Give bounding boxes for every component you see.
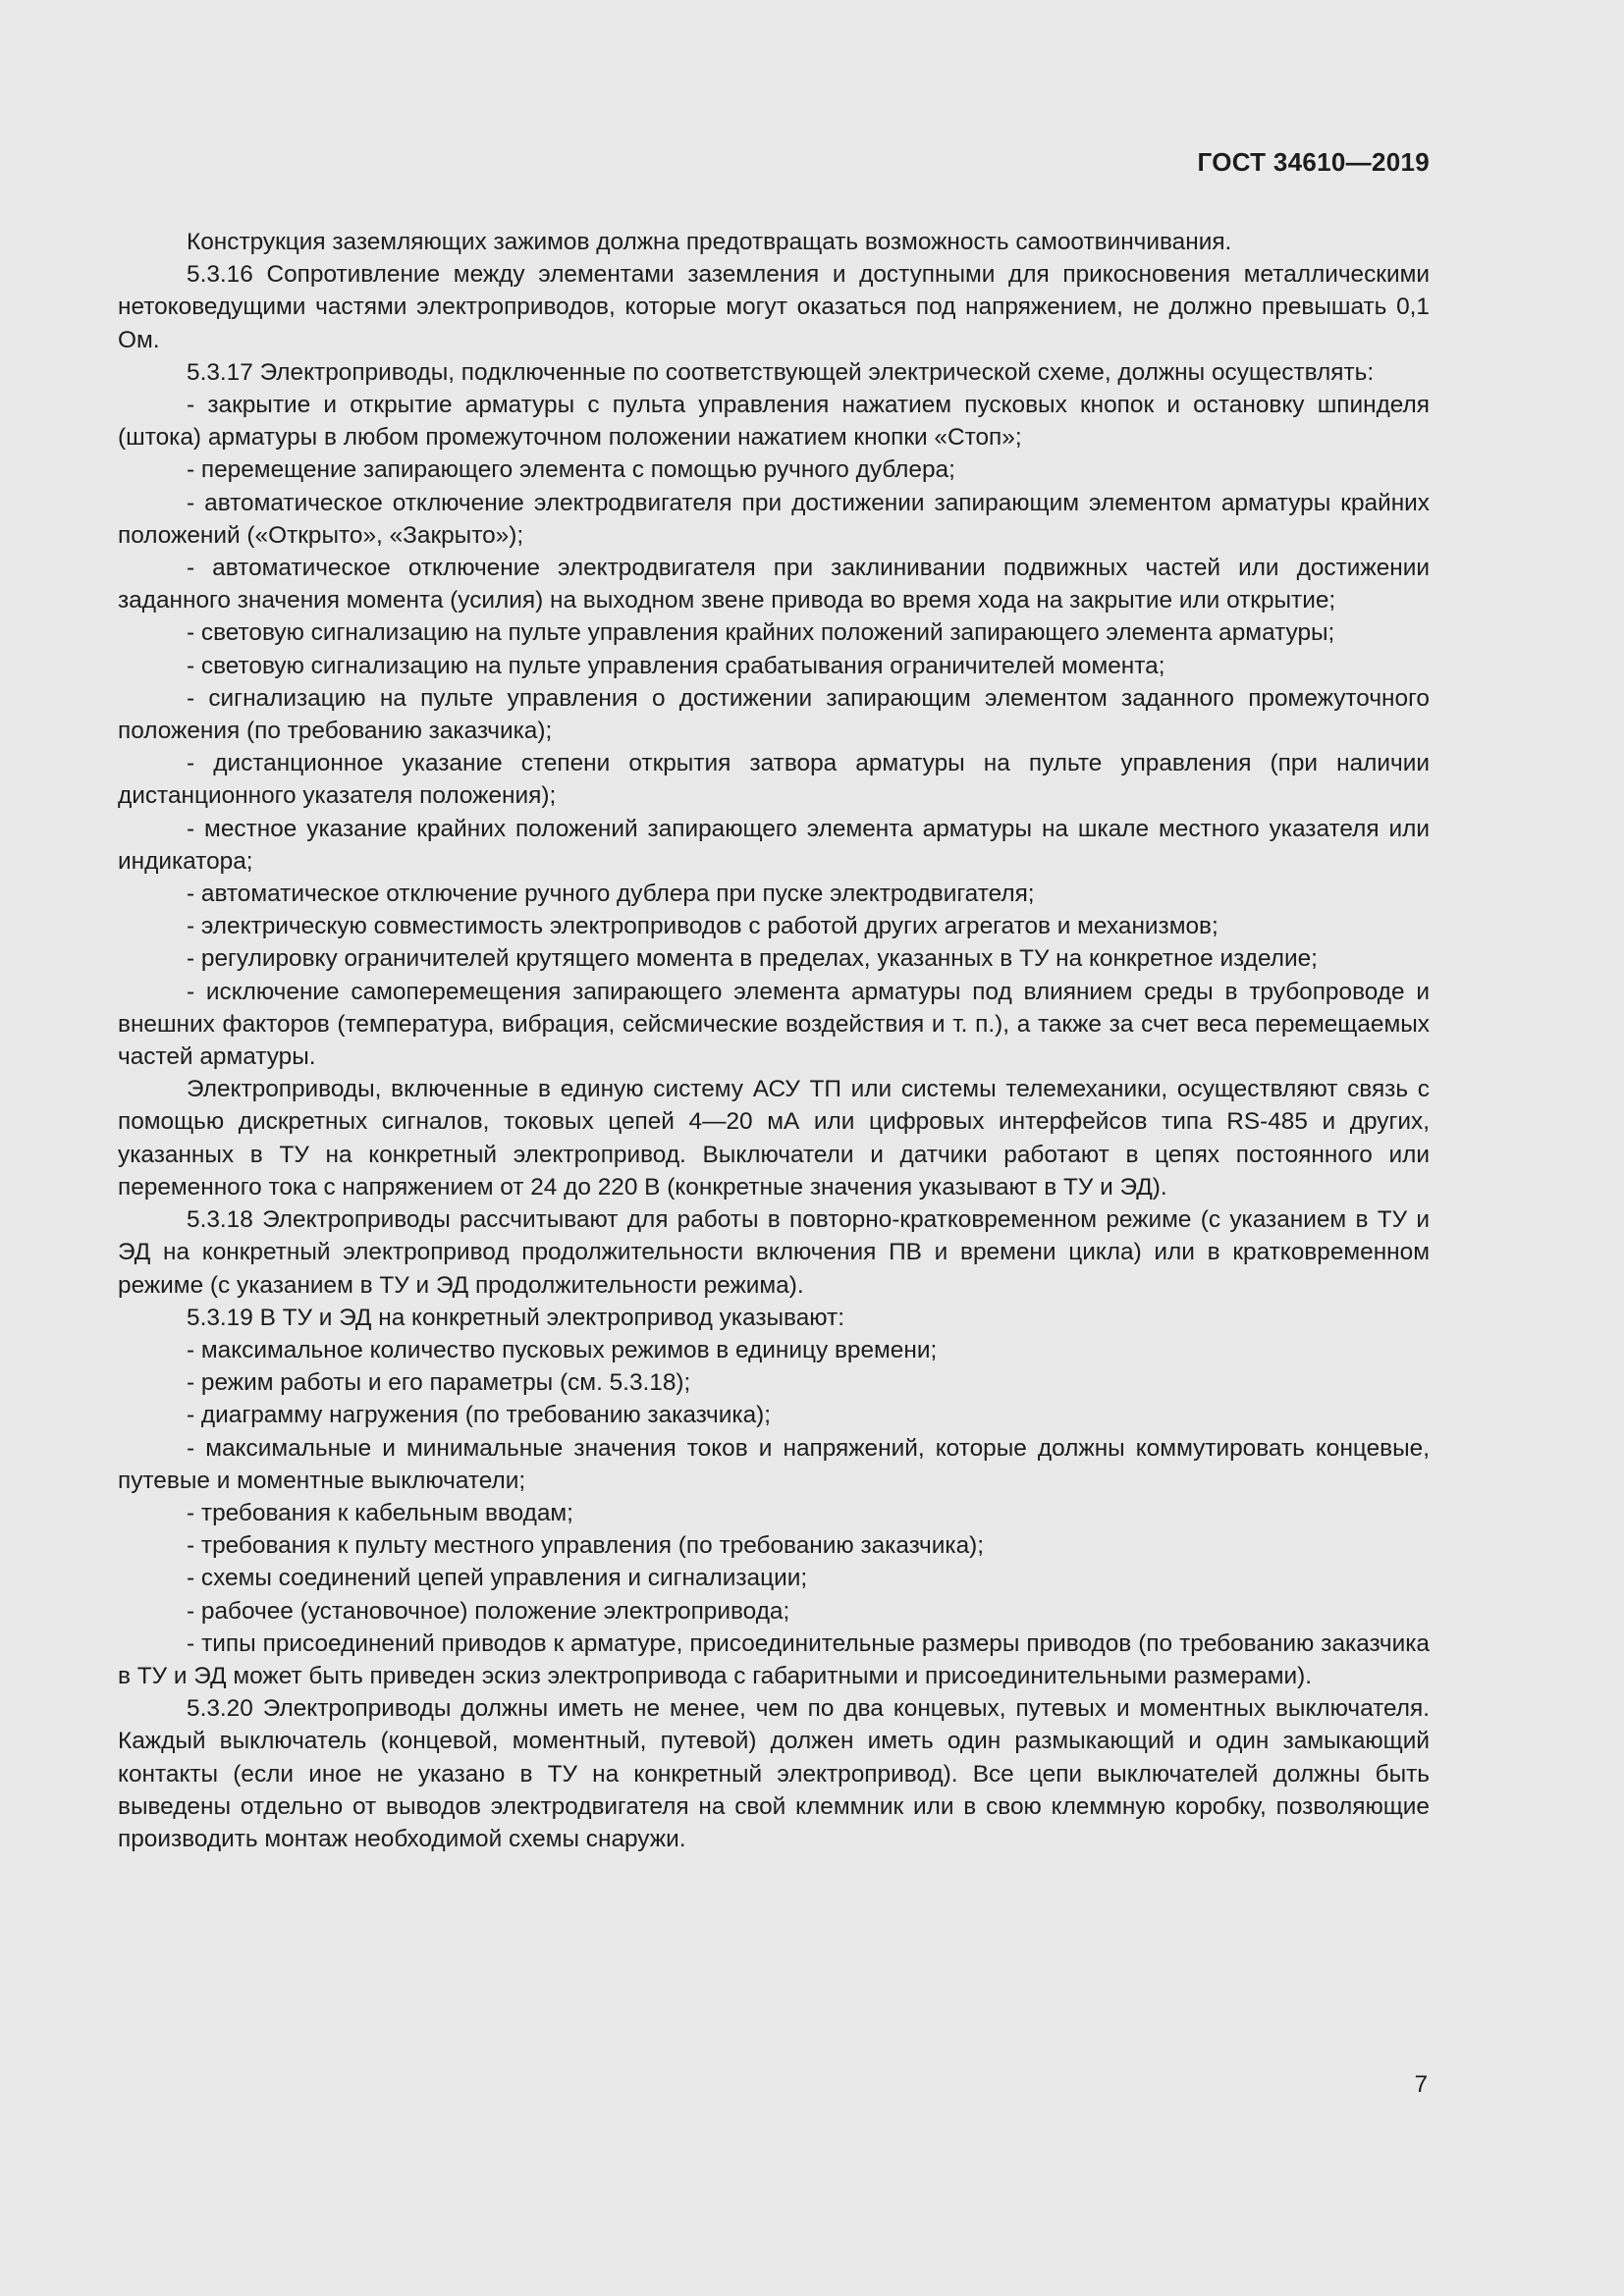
paragraph: Конструкция заземляющих зажимов должна предотвращать возможность самоотвинчивания. <box>187 229 1232 255</box>
clause-5-3-17: 5.3.17 Электроприводы, подключенные по соответствующей электрической схеме, должны осуществлять: <box>187 358 1375 386</box>
list-item: - сигнализацию на пульте управления о достижении запирающим элементом заданного промежуточного положения (по требованию заказчика); <box>118 684 1430 745</box>
list-item: - автоматическое отключение ручного дублера при пуске электродвигателя; <box>187 881 1035 908</box>
list-item: - рабочее (установочное) положение электропривода; <box>187 1597 790 1625</box>
list-item: - типы присоединений приводов к арматуре, присоединительные размеры приводов (по требованию заказчика в ТУ и ЭД может быть приведен эскиз электропривода с габаритными и присоединительными размерами). <box>118 1629 1430 1689</box>
list-item: - автоматическое отключение электродвигателя при заклинивании подвижных частей или достижении заданного значения момента (усилия) на выходном звене привода во время хода на закрытие или открытие; <box>118 555 1430 614</box>
page-number: 7 <box>1414 2071 1428 2098</box>
list-item: - максимальные и минимальные значения токов и напряжений, которые должны коммутировать концевые, путевые и моментные выключатели; <box>118 1434 1430 1494</box>
clause-5-3-18: 5.3.18 Электроприводы рассчитывают для работы в повторно-кратковременном режиме (с указанием в ТУ и ЭД на конкретный электропривод продолжительности включения ПВ и времени цикла) или в кратковременном режиме (с указанием в ТУ и ЭД продолжительности режима). <box>118 1206 1430 1299</box>
clause-5-3-19: 5.3.19 В ТУ и ЭД на конкретный электропривод указывают: <box>187 1304 845 1331</box>
list-item: - регулировку ограничителей крутящего момента в пределах, указанных в ТУ на конкретное изделие; <box>187 945 1318 973</box>
list-item: - режим работы и его параметры (см. 5.3.18); <box>187 1369 691 1397</box>
list-item: - диаграмму нагружения (по требованию заказчика); <box>187 1402 772 1429</box>
clause-5-3-16: 5.3.16 Сопротивление между элементами заземления и доступными для прикосновения металлическими нетоковедущими частями электроприводов, которые могут оказаться под напряжением, не должно превышать 0,1 Ом. <box>118 261 1430 353</box>
paragraph: Электроприводы, включенные в единую систему АСУ ТП или системы телемеханики, осуществляют связь с помощью дискретных сигналов, токовых цепей 4—20 мА или цифровых интерфейсов типа RS-485 и других, указанных в ТУ на конкретный электропривод. Выключатели и датчики работают в цепях постоянного или переменного тока с напряжением от 24 до 220 В (конкретные значения указывают в ТУ и ЭД). <box>118 1076 1430 1201</box>
list-item: - перемещение запирающего элемента с помощью ручного дублера; <box>187 456 955 484</box>
list-item: - максимальное количество пусковых режимов в единицу времени; <box>187 1336 938 1363</box>
document-designation: ГОСТ 34610—2019 <box>1197 147 1430 177</box>
document-body <box>118 226 1430 1855</box>
list-item: - дистанционное указание степени открытия затвора арматуры на пульте управления (при наличии дистанционного указателя положения); <box>118 750 1430 810</box>
list-item: - исключение самоперемещения запирающего элемента арматуры под влиянием среды в трубопроводе и внешних факторов (температура, вибрация, сейсмические воздействия и т. п.), а также за счет веса перемещаемых частей арматуры. <box>118 978 1430 1071</box>
clause-5-3-20: 5.3.20 Электроприводы должны иметь не менее, чем по два концевых, путевых и моментных выключателя. Каждый выключатель (концевой, моментный, путевой) должен иметь один размыкающий и один замыкающий контакты (если иное не указано в ТУ на конкретный электропривод). Все цепи выключателей должны быть выведены отдельно от выводов электродвигателя на свой клеммник или в свою клеммную коробку, позволяющие производить монтаж необходимой схемы снаружи. <box>118 1695 1430 1852</box>
list-item: - требования к кабельным вводам; <box>187 1499 573 1526</box>
list-item: - автоматическое отключение электродвигателя при достижении запирающим элементом арматуры крайних положений («Открыто», «Закрыто»); <box>118 489 1430 549</box>
list-item: - местное указание крайних положений запирающего элемента арматуры на шкале местного указателя или индикатора; <box>118 815 1430 875</box>
list-item: - схемы соединений цепей управления и сигнализации; <box>187 1565 808 1592</box>
list-item: - требования к пульту местного управления (по требованию заказчика); <box>187 1532 985 1560</box>
list-item: - световую сигнализацию на пульте управления срабатывания ограничителей момента; <box>187 652 1165 679</box>
list-item: - световую сигнализацию на пульте управления крайних положений запирающего элемента арматуры; <box>187 619 1335 647</box>
list-item: - электрическую совместимость электроприводов с работой других агрегатов и механизмов; <box>187 913 1218 940</box>
list-item: - закрытие и открытие арматуры с пульта управления нажатием пусковых кнопок и остановку шпинделя (штока) арматуры в любом промежуточном положении нажатием кнопки «Стоп»; <box>118 392 1430 452</box>
